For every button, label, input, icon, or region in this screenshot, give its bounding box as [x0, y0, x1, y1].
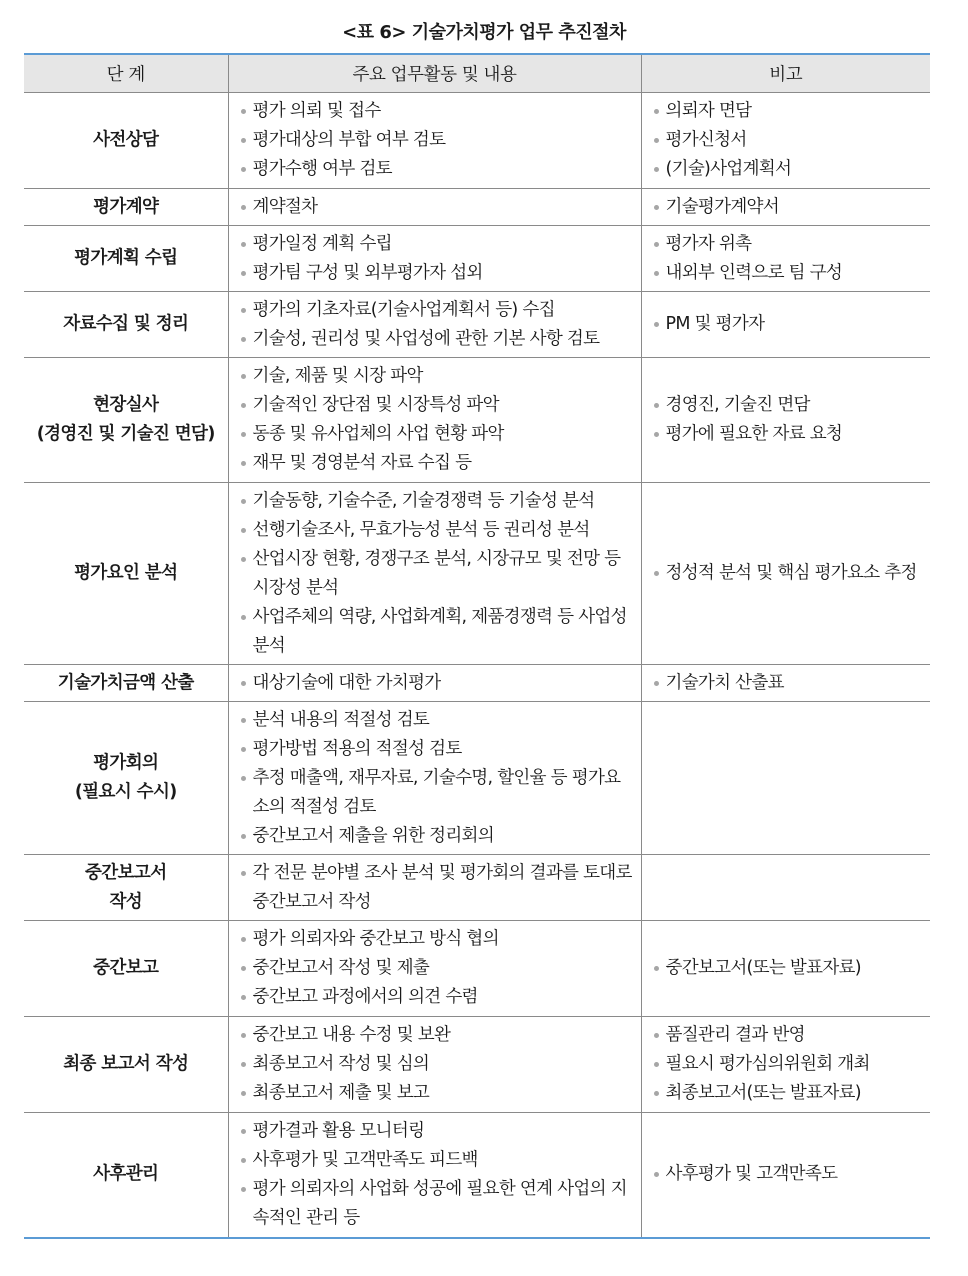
remarks-cell: [641, 358, 930, 483]
stage-cell: [24, 702, 228, 855]
activity-list: [229, 859, 641, 917]
activity-item: 기술동향, 기술수준, 기술경쟁력 등 기술성 분석: [253, 487, 635, 516]
table-row: [24, 702, 930, 855]
activity-item: 최종보고서 작성 및 심의: [253, 1050, 635, 1079]
remark-item: 경영진, 기술진 면담: [666, 391, 925, 420]
stage-label: 사후관리: [93, 1164, 159, 1185]
remark-item: 내외부 인력으로 팀 구성: [666, 259, 925, 288]
header-stage: 단 계: [24, 54, 228, 93]
stage-cell: [24, 921, 228, 1017]
header-remarks: 비고: [641, 54, 930, 93]
remark-list: [642, 954, 931, 983]
remark-list: [642, 1160, 931, 1189]
stage-label: (필요시 수시): [74, 782, 177, 802]
table-caption: <표 6> 기술가치평가 업무 추진절차: [342, 22, 626, 43]
activity-list: [229, 1117, 641, 1233]
remark-item: 기술가치 산출표: [666, 669, 925, 698]
activity-item: 평가대상의 부합 여부 검토: [253, 126, 635, 155]
activity-item: 선행기술조사, 무효가능성 분석 등 권리성 분석: [253, 516, 635, 545]
stage-cell: [24, 483, 228, 665]
activities-cell: [228, 1017, 641, 1113]
activity-item: 평가팀 구성 및 외부평가자 섭외: [253, 259, 635, 288]
remarks-cell: [641, 855, 930, 921]
activities-cell: [228, 855, 641, 921]
stage-cell: [24, 93, 228, 189]
activity-item: 재무 및 경영분석 자료 수집 등: [253, 449, 635, 478]
remarks-cell: [641, 702, 930, 855]
activities-cell: [228, 93, 641, 189]
activity-item: 기술적인 장단점 및 시장특성 파악: [253, 391, 635, 420]
activities-cell: [228, 483, 641, 665]
remark-list: [642, 230, 931, 288]
header-activities: 주요 업무활동 및 내용: [228, 54, 641, 93]
remark-list: [642, 559, 931, 588]
remarks-cell: [641, 226, 930, 292]
table-row: [24, 1113, 930, 1238]
activities-cell: [228, 189, 641, 226]
activity-item: 각 전문 분야별 조사 분석 및 평가회의 결과를 토대로 중간보고서 작성: [253, 859, 635, 917]
stage-label: 중간보고서: [84, 862, 167, 883]
activity-list: [229, 296, 641, 354]
stage-cell: [24, 226, 228, 292]
remark-list: [642, 310, 931, 339]
activity-item: 평가 의뢰자와 중간보고 방식 협의: [253, 925, 635, 954]
stage-label: 중간보고: [93, 958, 159, 978]
remarks-cell: [641, 483, 930, 665]
activity-list: [229, 669, 641, 698]
activities-cell: [228, 702, 641, 855]
stage-label: 평가계획 수립: [74, 248, 178, 268]
activities-cell: [228, 292, 641, 358]
remarks-cell: [641, 189, 930, 226]
activity-list: [229, 230, 641, 288]
stage-label: 자료수집 및 정리: [63, 314, 189, 334]
activities-cell: [228, 665, 641, 702]
activity-list: [229, 925, 641, 1012]
stage-label: 기술가치금액 산출: [57, 672, 194, 693]
remark-list: [642, 669, 931, 698]
remark-item: 기술평가계약서: [666, 193, 925, 222]
remark-item: 최종보고서(또는 발표자료): [666, 1079, 925, 1108]
activity-item: 대상기술에 대한 가치평가: [253, 669, 635, 698]
remark-item: 품질관리 결과 반영: [666, 1021, 925, 1050]
activity-item: 최종보고서 제출 및 보고: [253, 1079, 635, 1108]
table-row: [24, 292, 930, 358]
activity-item: 평가 의뢰자의 사업화 성공에 필요한 연계 사업의 지속적인 관리 등: [253, 1175, 635, 1233]
activities-cell: [228, 1113, 641, 1238]
stage-label: 평가회의: [93, 753, 159, 773]
table-row: [24, 855, 930, 921]
procedure-table: [24, 53, 930, 1239]
activity-item: 추정 매출액, 재무자료, 기술수명, 할인율 등 평가요소의 적절성 검토: [253, 764, 635, 822]
remark-item: 평가자 위촉: [666, 230, 925, 259]
remarks-cell: [641, 1017, 930, 1113]
remark-list: [642, 97, 931, 184]
stage-cell: [24, 665, 228, 702]
table-row: [24, 483, 930, 665]
activity-list: [229, 362, 641, 478]
activity-item: 중간보고서 제출을 위한 정리회의: [253, 822, 635, 851]
stage-label: 평가계약: [93, 196, 159, 217]
remark-list: [642, 1021, 931, 1108]
activity-list: [229, 487, 641, 661]
activities-cell: [228, 358, 641, 483]
remark-item: 사후평가 및 고객만족도: [666, 1160, 925, 1189]
activity-item: 평가방법 적용의 적절성 검토: [253, 735, 635, 764]
activity-item: 중간보고 과정에서의 의견 수렴: [253, 983, 635, 1012]
remark-list: [642, 391, 931, 449]
activity-item: 평가 의뢰 및 접수: [253, 97, 635, 126]
activity-item: 중간보고 내용 수정 및 보완: [253, 1021, 635, 1050]
stage-cell: [24, 855, 228, 921]
activity-item: 평가수행 여부 검토: [253, 155, 635, 184]
stage-cell: [24, 358, 228, 483]
table-row: [24, 921, 930, 1017]
activity-list: [229, 1021, 641, 1108]
activity-list: [229, 97, 641, 184]
activity-item: 기술, 제품 및 시장 파악: [253, 362, 635, 391]
activities-cell: [228, 226, 641, 292]
activity-item: 산업시장 현황, 경쟁구조 분석, 시장규모 및 전망 등 시장성 분석: [253, 545, 635, 603]
remark-item: 의뢰자 면담: [666, 97, 925, 126]
activity-item: 평가의 기초자료(기술사업계획서 등) 수집: [253, 296, 635, 325]
table-row: [24, 226, 930, 292]
remark-item: 평가신청서: [666, 126, 925, 155]
activity-item: 계약절차: [253, 193, 635, 222]
activity-item: 동종 및 유사업체의 사업 현황 파악: [253, 420, 635, 449]
remarks-cell: [641, 93, 930, 189]
stage-cell: [24, 1113, 228, 1238]
activity-item: 사후평가 및 고객만족도 피드백: [253, 1146, 635, 1175]
activity-item: 중간보고서 작성 및 제출: [253, 954, 635, 983]
stage-label: 평가요인 분석: [74, 563, 178, 583]
stage-label: (경영진 및 기술진 면담): [36, 424, 215, 444]
activity-list: [229, 193, 641, 222]
activity-item: 분석 내용의 적절성 검토: [253, 706, 635, 735]
remark-item: 필요시 평가심의위원회 개최: [666, 1050, 925, 1079]
table-row: [24, 93, 930, 189]
activities-cell: [228, 921, 641, 1017]
stage-label: 사전상담: [93, 130, 159, 150]
stage-label: 작성: [109, 891, 143, 912]
activity-list: [229, 706, 641, 851]
remarks-cell: [641, 1113, 930, 1238]
table-row: [24, 665, 930, 702]
remark-item: 정성적 분석 및 핵심 평가요소 추정: [666, 559, 925, 588]
table-row: [24, 358, 930, 483]
stage-cell: [24, 189, 228, 226]
table-row: [24, 1017, 930, 1113]
remarks-cell: [641, 921, 930, 1017]
remark-item: (기술)사업계획서: [666, 155, 925, 184]
remark-item: PM 및 평가자: [666, 310, 925, 339]
stage-label: 현장실사: [93, 395, 159, 415]
stage-cell: [24, 1017, 228, 1113]
remarks-cell: [641, 292, 930, 358]
activity-item: 평가일정 계획 수립: [253, 230, 635, 259]
activity-item: 기술성, 권리성 및 사업성에 관한 기본 사항 검토: [253, 325, 635, 354]
activity-item: 사업주체의 역량, 사업화계획, 제품경쟁력 등 사업성 분석: [253, 603, 635, 661]
header-row: [24, 54, 930, 93]
stage-label: 최종 보고서 작성: [63, 1054, 189, 1074]
remark-list: [642, 193, 931, 222]
activity-item: 평가결과 활용 모니터링: [253, 1117, 635, 1146]
remark-item: 중간보고서(또는 발표자료): [666, 954, 925, 983]
remark-item: 평가에 필요한 자료 요청: [666, 420, 925, 449]
stage-cell: [24, 292, 228, 358]
table-row: [24, 189, 930, 226]
remarks-cell: [641, 665, 930, 702]
